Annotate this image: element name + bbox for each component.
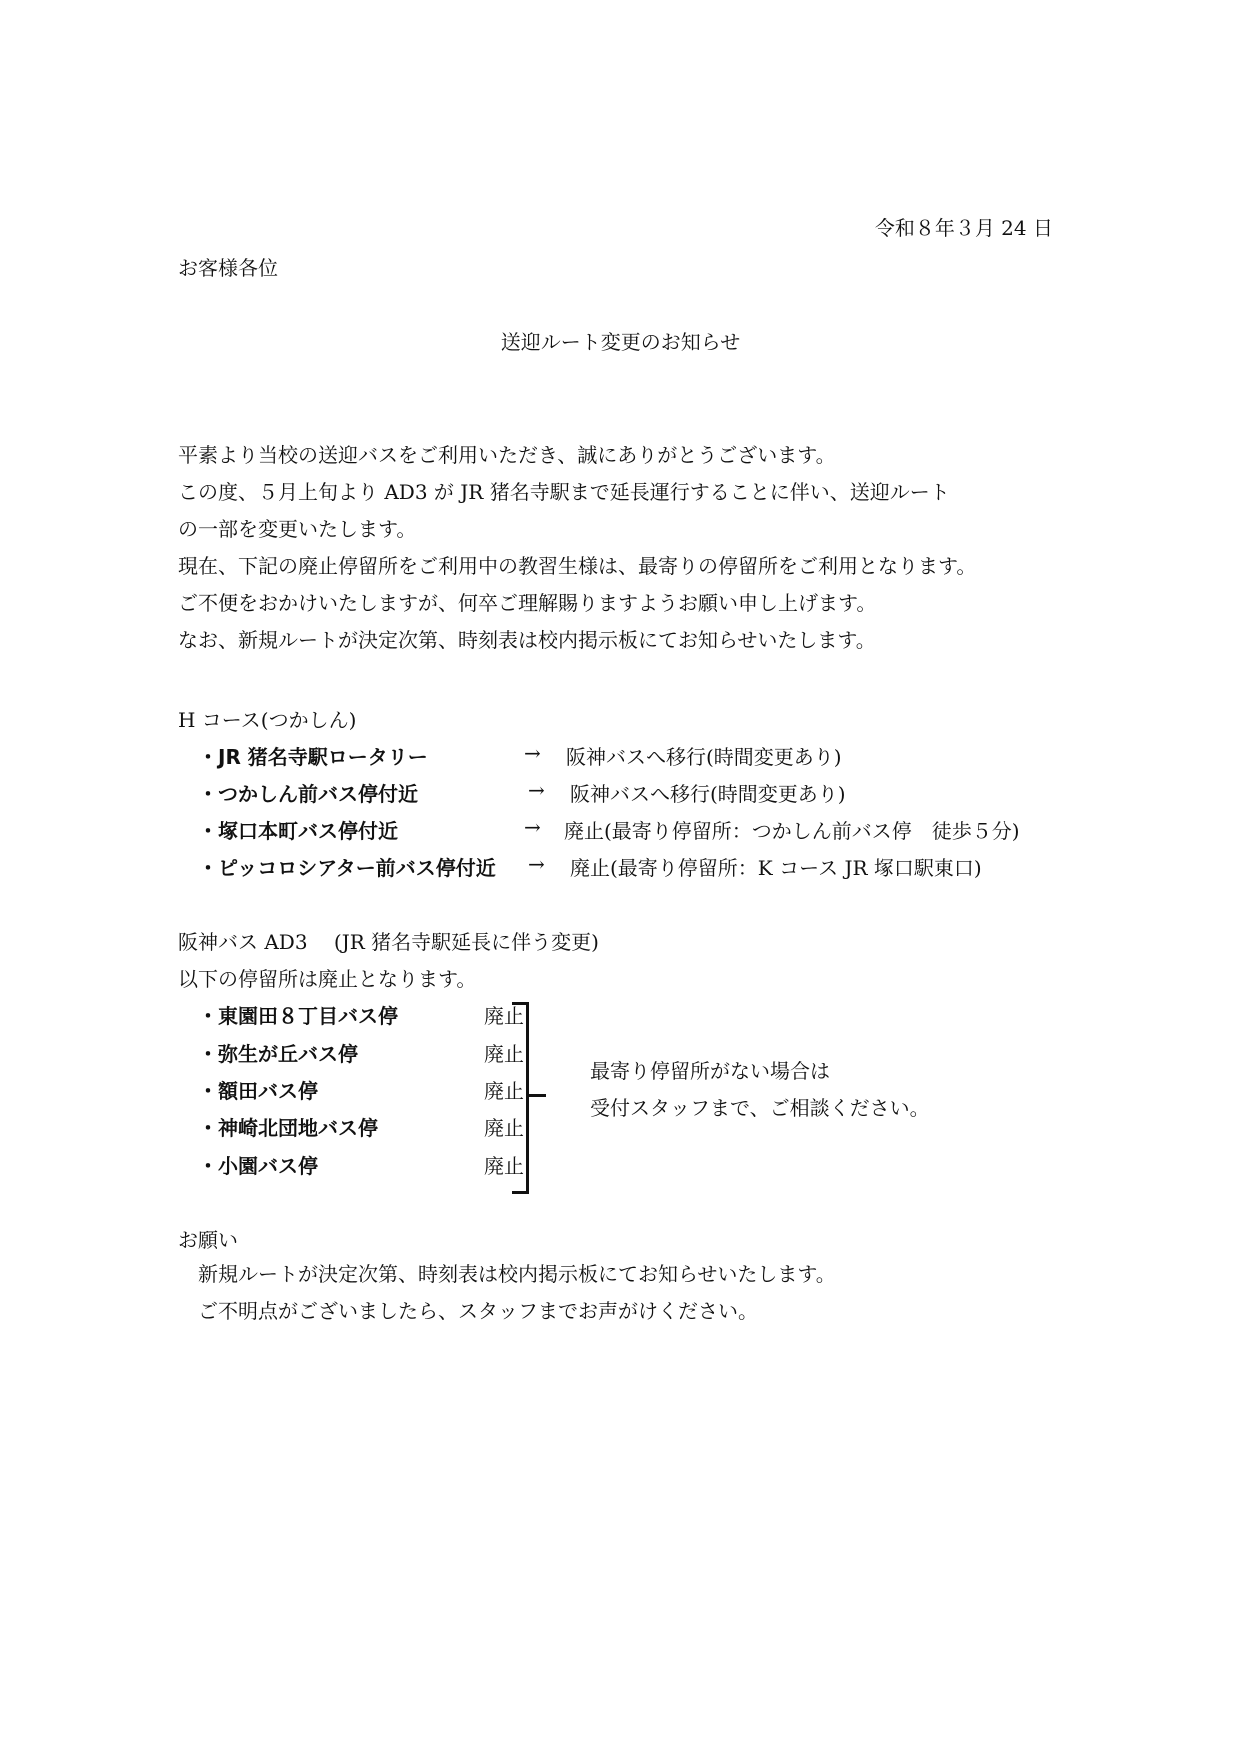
h-course-stop: ・塚口本町バス停付近 [198, 819, 398, 843]
grouping-bracket-tick [528, 1094, 546, 1097]
h-course-note: 廃止(最寄り停留所：つかしん前バス停 徒歩５分) [564, 819, 1020, 843]
intro-line: この度、５月上旬より AD3 が JR 猪名寺駅まで延長運行することに伴い、送迎ルート [178, 480, 950, 504]
h-course-arrow: → [524, 741, 541, 765]
ad3-status: 廃止 [484, 1042, 524, 1066]
h-course-arrow: → [528, 778, 545, 802]
intro-line: ご不便をおかけいたしますが、何卒ご理解賜りますようお願い申し上げます。 [178, 591, 877, 615]
request-heading: お願い [178, 1228, 238, 1252]
request-body [198, 1256, 836, 1330]
ad3-stop: ・東園田８丁目バス停 [198, 1004, 398, 1028]
grouping-bracket [512, 1002, 529, 1194]
ad3-status: 廃止 [484, 1004, 524, 1028]
document-title: 送迎ルート変更のお知らせ [500, 330, 741, 354]
intro-line: なお、新規ルートが決定次第、時刻表は校内掲示板にてお知らせいたします。 [178, 628, 876, 652]
addressee: お客様各位 [178, 256, 278, 280]
ad3-stop: ・弥生が丘バス停 [198, 1042, 358, 1066]
ad3-heading: 阪神バス AD3 (JR 猪名寺駅延長に伴う変更) [178, 930, 599, 954]
request-line: 新規ルートが決定次第、時刻表は校内掲示板にてお知らせいたします。 [198, 1262, 836, 1286]
h-course-stop: ・つかしん前バス停付近 [198, 782, 418, 806]
ad3-subheading: 以下の停留所は廃止となります。 [178, 967, 477, 991]
ad3-status: 廃止 [484, 1116, 524, 1140]
intro-paragraph [178, 437, 976, 659]
request-line: ご不明点がございましたら、スタッフまでお声がけください。 [198, 1299, 758, 1323]
h-course-arrow: → [524, 815, 541, 839]
h-course-note: 阪神バスへ移行(時間変更あり) [566, 745, 842, 769]
h-course-heading: H コース(つかしん) [178, 708, 357, 732]
ad3-stop: ・額田バス停 [198, 1079, 318, 1103]
bracket-note-line: 最寄り停留所がない場合は [590, 1059, 830, 1083]
document-date: 令和８年３月 24 日 [874, 216, 1053, 240]
h-course-stop: ・JR 猪名寺駅ロータリー [198, 745, 428, 769]
intro-line: の一部を変更いたします。 [178, 517, 417, 541]
h-course-note: 阪神バスへ移行(時間変更あり) [570, 782, 846, 806]
ad3-status: 廃止 [484, 1079, 524, 1103]
bracket-note-line: 受付スタッフまで、ご相談ください。 [590, 1096, 930, 1120]
h-course-stop: ・ピッコロシアター前バス停付近 [198, 856, 496, 880]
bracket-note [590, 1053, 930, 1127]
intro-line: 現在、下記の廃止停留所をご利用中の教習生様は、最寄りの停留所をご利用となります。 [178, 554, 977, 578]
ad3-stop: ・小園バス停 [198, 1154, 318, 1178]
h-course-arrow: → [528, 852, 545, 876]
h-course-note: 廃止(最寄り停留所：K コース JR 塚口駅東口) [570, 856, 982, 880]
intro-line: 平素より当校の送迎バスをご利用いただき、誠にありがとうございます。 [178, 443, 836, 467]
ad3-status: 廃止 [484, 1154, 524, 1178]
ad3-stop: ・神崎北団地バス停 [198, 1116, 378, 1140]
